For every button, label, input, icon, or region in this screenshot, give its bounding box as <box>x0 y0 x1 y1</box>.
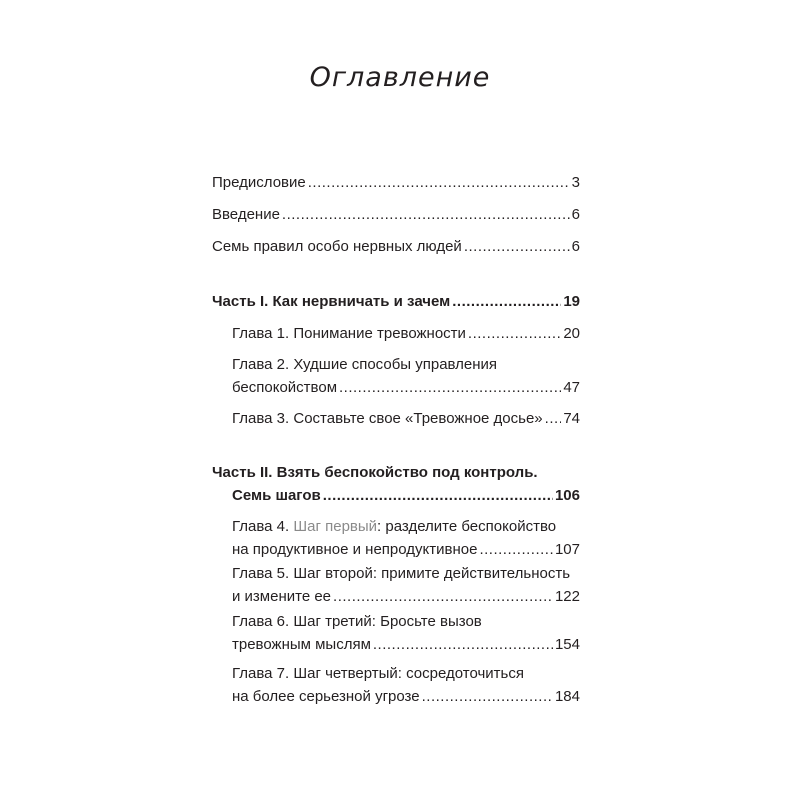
chapter-page: 107 <box>554 541 580 558</box>
dot-leader <box>373 633 553 656</box>
toc-chapter-2[interactable] <box>232 353 580 399</box>
dot-leader <box>323 484 553 507</box>
dot-leader <box>464 235 570 258</box>
dot-leader <box>452 290 561 313</box>
toc-chapter-1[interactable] <box>232 322 580 345</box>
chapter-title-cont: тревожным мыслям <box>232 636 371 653</box>
entry-page: 6 <box>571 206 580 223</box>
dot-leader <box>333 585 553 608</box>
part-page: 106 <box>554 487 580 504</box>
chapter-title: Глава 3. Составьте свое «Тревожное досье» <box>232 410 543 427</box>
chapter-title: Глава 2. Худшие способы управления <box>232 356 498 373</box>
dot-leader <box>468 322 561 345</box>
toc-chapter-6[interactable] <box>232 610 580 656</box>
chapter-page: 74 <box>563 410 580 427</box>
toc-chapter-7[interactable] <box>232 662 580 708</box>
dot-leader <box>308 171 570 194</box>
toc-entry-seven-rules[interactable] <box>212 235 580 258</box>
toc-entry-preface[interactable] <box>212 171 580 194</box>
chapter-title: Глава 6. Шаг третий: Бросьте вызов <box>232 613 482 630</box>
chapter-page: 20 <box>563 325 580 342</box>
toc-chapter-5[interactable] <box>232 562 580 608</box>
toc-chapter-4[interactable] <box>232 515 580 561</box>
toc-entry-introduction[interactable] <box>212 203 580 226</box>
part-title: Часть I. Как нервничать и зачем <box>212 293 451 310</box>
entry-title: Семь правил особо нервных людей <box>212 238 462 255</box>
chapter-title-cont: на более серьезной угрозе <box>232 688 420 705</box>
toc-chapter-3[interactable] <box>232 407 580 430</box>
part-page: 19 <box>563 293 580 310</box>
entry-page: 6 <box>571 238 580 255</box>
toc-part-2[interactable] <box>212 461 580 507</box>
part-title: Часть II. Взять беспокойство под контроль. <box>212 464 538 481</box>
part-title-cont: Семь шагов <box>232 487 321 504</box>
page-title: Оглавление <box>309 62 491 93</box>
chapter-title <box>232 515 580 538</box>
dot-leader <box>545 407 562 430</box>
entry-title: Введение <box>212 206 280 223</box>
chapter-title-cont: и измените ее <box>232 588 332 605</box>
dot-leader <box>339 376 561 399</box>
chapter-prefix: Глава 4. <box>232 518 294 535</box>
dot-leader <box>479 538 553 561</box>
chapter-page: 154 <box>554 636 580 653</box>
step-label: Шаг первый <box>293 518 378 535</box>
chapter-title: Глава 7. Шаг четвертый: сосредоточиться <box>232 665 524 682</box>
chapter-title: Глава 1. Понимание тревожности <box>232 325 466 342</box>
chapter-page: 184 <box>554 688 580 705</box>
dot-leader <box>422 685 553 708</box>
chapter-title-cont: беспокойством <box>232 379 338 396</box>
chapter-page: 47 <box>563 379 580 396</box>
toc-part-1[interactable] <box>212 290 580 313</box>
chapter-title-cont: на продуктивное и непродуктивное <box>232 541 478 558</box>
chapter-title-rest: : разделите беспокойство <box>377 518 557 535</box>
entry-title: Предисловие <box>212 174 306 191</box>
dot-leader <box>282 203 570 226</box>
entry-page: 3 <box>571 174 580 191</box>
chapter-page: 122 <box>554 588 580 605</box>
chapter-title: Глава 5. Шаг второй: примите действительность <box>232 565 571 582</box>
